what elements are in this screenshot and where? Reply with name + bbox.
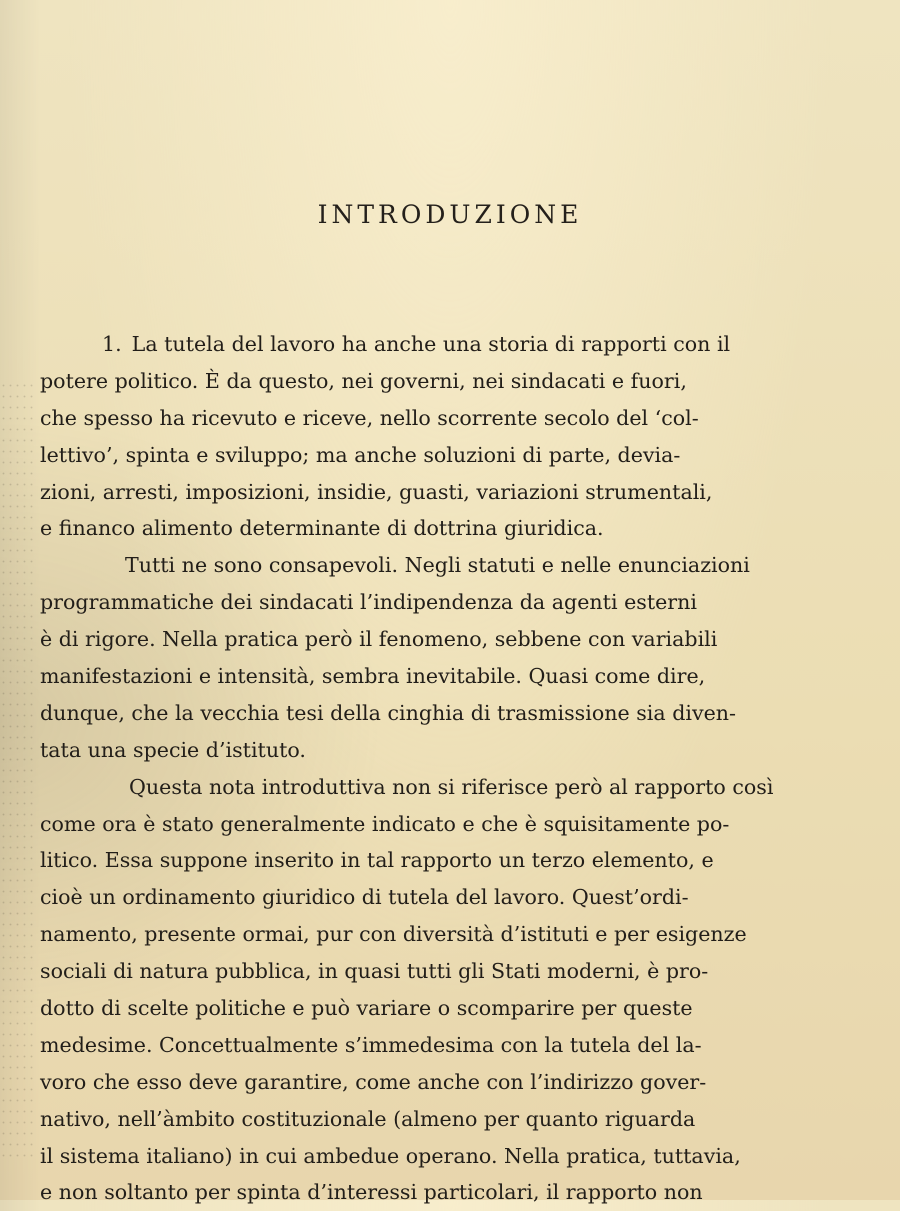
page-edge-texture (0, 380, 36, 1160)
text-line: sociali di natura pubblica, in quasi tutti gli Stati moderni, è pro- (40, 959, 709, 984)
text-line: dotto di scelte politiche e può variare o scomparire per queste (40, 996, 693, 1021)
text-line: programmatiche dei sindacati l’indipendenza da agenti esterni (40, 590, 697, 615)
section-number: 1. (102, 332, 122, 356)
text-line: potere politico. È da questo, nei governi, nei sindacati e fuori, (40, 368, 687, 393)
text-line: dunque, che la vecchia tesi della cinghia di trasmissione sia diven- (40, 700, 737, 725)
text-line: lettivo’, spinta e sviluppo; ma anche soluzioni di parte, devia- (40, 442, 681, 467)
text-line: il sistema italiano) in cui ambedue operano. Nella pratica, tuttavia, (40, 1143, 741, 1168)
text-line: namento, presente ormai, pur con diversità d’istituti e per esigenze (40, 922, 747, 947)
text-line: voro che esso deve garantire, come anche con l’indirizzo gover- (40, 1069, 707, 1094)
text-line: Tutti ne sono consapevoli. Negli statuti e nelle enunciazioni (125, 553, 750, 578)
text-line: manifestazioni e intensità, sembra inevitabile. Quasi come dire, (40, 664, 706, 689)
text-line: medesime. Concettualmente s’immedesima con la tutela del la- (40, 1032, 702, 1057)
text-line: zioni, arresti, imposizioni, insidie, guasti, variazioni strumentali, (40, 479, 713, 504)
text-line: e non soltanto per spinta d’interessi particolari, il rapporto non (40, 1180, 703, 1205)
chapter-title: INTRODUZIONE (317, 200, 583, 229)
body-text (40, 326, 900, 1211)
text-line: è di rigore. Nella pratica però il fenomeno, sebbene con variabili (40, 627, 718, 652)
text-line: che spesso ha ricevuto e riceve, nello scorrente secolo del ‘col- (40, 405, 699, 430)
text-line: Questa nota introduttiva non si riferisce però al rapporto così (129, 774, 774, 799)
text-line: litico. Essa suppone inserito in tal rapporto un terzo elemento, e (40, 848, 714, 873)
text-line: e financo alimento determinante di dottrina giuridica. (40, 516, 604, 541)
text-line: cioè un ordinamento giuridico di tutela del lavoro. Quest’ordi- (40, 885, 689, 910)
text-line: tata una specie d’istituto. (40, 737, 306, 762)
text-line: 1. La tutela del lavoro ha anche una storia di rapporti con il (102, 332, 731, 356)
text-line: come ora è stato generalmente indicato e che è squisitamente po- (40, 811, 730, 836)
text-line: nativo, nell’àmbito costituzionale (almeno per quanto riguarda (40, 1106, 696, 1131)
